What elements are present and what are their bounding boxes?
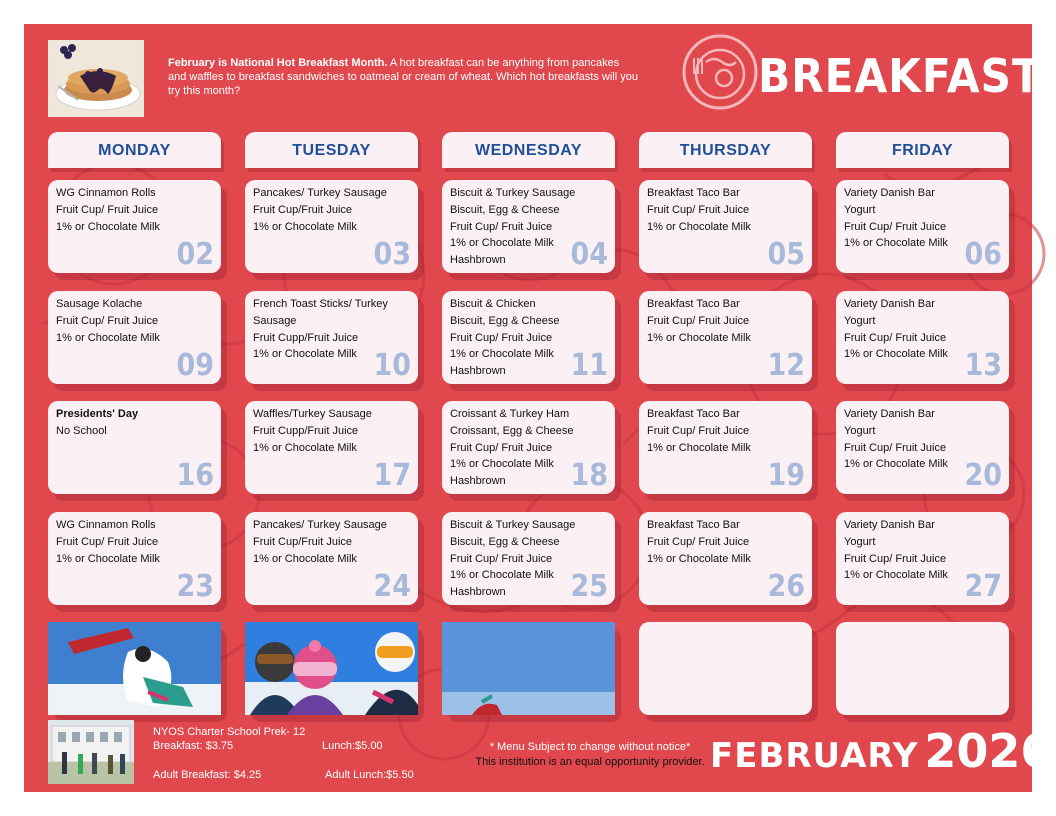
day-number: 26 — [767, 569, 805, 604]
menu-item: 1% or Chocolate Milk — [450, 569, 554, 582]
menu-items — [647, 296, 806, 346]
menu-item: Fruit Cup/ Fruit Juice — [56, 535, 159, 548]
menu-item: Yogurt — [844, 535, 876, 548]
school-name: NYOS Charter School Prek- 12 — [153, 726, 306, 738]
day-number: 16 — [176, 458, 214, 493]
day-cell — [836, 401, 1009, 494]
day-number: 10 — [373, 348, 411, 383]
day-number: 23 — [176, 569, 214, 604]
menu-item: Fruit Cup/ Fruit Juice — [450, 552, 553, 565]
day-cell — [48, 512, 221, 605]
adult-breakfast-price: Adult Breakfast: $4.25 — [153, 769, 262, 781]
day-number: 09 — [176, 348, 214, 383]
menu-item: Fruit Cup/ Fruit Juice — [647, 314, 750, 327]
menu-item: 1% or Chocolate Milk — [844, 569, 948, 582]
menu-item: 1% or Chocolate Milk — [253, 348, 357, 361]
menu-item: Breakfast Taco Bar — [647, 519, 740, 531]
day-number: 05 — [767, 237, 805, 272]
menu-item: Breakfast Taco Bar — [647, 187, 740, 199]
menu-items — [56, 296, 215, 346]
menu-item: Fruit Cup/Fruit Juice — [253, 535, 353, 548]
menu-item: Pancakes/ Turkey Sausage — [253, 519, 387, 531]
day-number: 18 — [570, 458, 608, 493]
menu-item: Hashbrown — [450, 586, 506, 599]
menu-item: Fruit Cup/ Fruit Juice — [844, 331, 947, 344]
day-number: 13 — [964, 348, 1002, 383]
sky-illustration — [442, 622, 615, 715]
menu-item: Hashbrown — [450, 254, 506, 267]
breakfast-price: Breakfast: $3.75 — [153, 740, 234, 752]
year-label: 2026 — [924, 724, 1053, 778]
menu-item: Croissant, Egg & Cheese — [450, 424, 574, 437]
day-number: 19 — [767, 458, 805, 493]
menu-item: 1% or Chocolate Milk — [647, 220, 751, 233]
sky-photo — [442, 622, 615, 715]
menu-item: 1% or Chocolate Milk — [253, 441, 357, 454]
menu-item: Fruit Cup/ Fruit Juice — [647, 424, 750, 437]
menu-item: 1% or Chocolate Milk — [647, 552, 751, 565]
menu-item: Fruit Cupp/Fruit Juice — [253, 424, 359, 437]
menu-item: 1% or Chocolate Milk — [450, 348, 554, 361]
day-number: 25 — [570, 569, 608, 604]
menu-items — [56, 517, 215, 567]
adult-lunch-price: Adult Lunch:$5.50 — [325, 769, 414, 781]
menu-item: Fruit Cup/ Fruit Juice — [450, 220, 553, 233]
day-cell — [639, 401, 812, 494]
day-cell — [48, 401, 221, 494]
menu-items — [647, 517, 806, 567]
month-year-title — [710, 724, 1053, 788]
school-photo — [48, 720, 134, 784]
day-cell — [836, 512, 1009, 605]
header-monday: MONDAY — [48, 132, 221, 168]
menu-item: Fruit Cupp/Fruit Juice — [253, 331, 359, 344]
pancake-photo — [48, 40, 144, 117]
menu-item: Fruit Cup/ Fruit Juice — [647, 535, 750, 548]
menu-item: Biscuit & Turkey Sausage — [450, 519, 576, 531]
menu-item: 1% or Chocolate Milk — [450, 237, 554, 250]
menu-item: Croissant & Turkey Ham — [450, 408, 570, 420]
menu-item: 1% or Chocolate Milk — [450, 458, 554, 471]
header-tuesday: TUESDAY — [245, 132, 418, 168]
day-number: 11 — [570, 348, 608, 383]
menu-item: Breakfast Taco Bar — [647, 298, 740, 310]
menu-item: Biscuit, Egg & Cheese — [450, 535, 560, 548]
equal-opportunity-statement: This institution is an equal opportunity provider. — [475, 756, 705, 768]
menu-items — [253, 517, 412, 567]
day-number: 03 — [373, 237, 411, 272]
menu-item: WG Cinnamon Rolls — [56, 519, 156, 531]
menu-item: Biscuit & Chicken — [450, 298, 536, 310]
menu-item: Yogurt — [844, 314, 876, 327]
header-wednesday: WEDNESDAY — [442, 132, 615, 168]
menu-item: Fruit Cup/ Fruit Juice — [56, 203, 159, 216]
empty-cell — [639, 622, 812, 715]
menu-item: Sausage Kolache — [56, 298, 143, 310]
menu-item: Presidents' Day — [56, 408, 139, 420]
day-number: 20 — [964, 458, 1002, 493]
menu-item: Fruit Cup/ Fruit Juice — [844, 441, 947, 454]
menu-item: Hashbrown — [450, 475, 506, 488]
lunch-price: Lunch:$5.00 — [322, 740, 383, 752]
menu-item: Yogurt — [844, 424, 876, 437]
ski-kids-illustration — [245, 622, 418, 715]
day-number: 04 — [570, 237, 608, 272]
empty-cell — [836, 622, 1009, 715]
menu-item: Fruit Cup/ Fruit Juice — [647, 203, 750, 216]
day-number: 27 — [964, 569, 1002, 604]
menu-item: Breakfast Taco Bar — [647, 408, 740, 420]
menu-item: Fruit Cup/ Fruit Juice — [844, 552, 947, 565]
day-cell — [442, 180, 615, 273]
day-cell — [442, 512, 615, 605]
menu-item: WG Cinnamon Rolls — [56, 187, 156, 199]
menu-item: Variety Danish Bar — [844, 408, 935, 420]
menu-item: 1% or Chocolate Milk — [253, 220, 357, 233]
menu-item: 1% or Chocolate Milk — [647, 331, 751, 344]
header-thursday: THURSDAY — [639, 132, 812, 168]
header-friday: FRIDAY — [836, 132, 1009, 168]
day-cell — [442, 291, 615, 384]
intro-paragraph — [168, 56, 638, 98]
day-cell — [245, 401, 418, 494]
day-cell — [836, 291, 1009, 384]
menu-item: Fruit Cup/ Fruit Juice — [56, 314, 159, 327]
menu-item: 1% or Chocolate Milk — [844, 458, 948, 471]
day-cell — [245, 512, 418, 605]
menu-item: 1% or Chocolate Milk — [844, 237, 948, 250]
menu-item: No School — [56, 424, 107, 437]
day-cell — [639, 180, 812, 273]
menu-item: 1% or Chocolate Milk — [647, 441, 751, 454]
menu-item: 1% or Chocolate Milk — [56, 552, 160, 565]
day-cell — [245, 291, 418, 384]
breakfast-plate-icon — [680, 32, 760, 112]
change-notice: * Menu Subject to change without notice* — [489, 741, 691, 753]
menu-items — [253, 185, 412, 235]
menu-item: Biscuit, Egg & Cheese — [450, 314, 560, 327]
month-label: FEBRUARY — [710, 736, 919, 776]
menu-item: Variety Danish Bar — [844, 187, 935, 199]
menu-items — [647, 406, 806, 456]
menu-item: Fruit Cup/ Fruit Juice — [450, 331, 553, 344]
snowboard-illustration — [48, 622, 221, 715]
snowboard-photo — [48, 622, 221, 715]
day-cell — [836, 180, 1009, 273]
ski-kids-photo — [245, 622, 418, 715]
menu-item: 1% or Chocolate Milk — [253, 552, 357, 565]
menu-item: 1% or Chocolate Milk — [56, 331, 160, 344]
day-cell — [639, 512, 812, 605]
day-cell — [245, 180, 418, 273]
menu-item: Pancakes/ Turkey Sausage — [253, 187, 387, 199]
menu-item: Variety Danish Bar — [844, 519, 935, 531]
menu-item: Biscuit, Egg & Cheese — [450, 203, 560, 216]
menu-page — [24, 24, 1053, 792]
menu-item: 1% or Chocolate Milk — [56, 220, 160, 233]
menu-item: Yogurt — [844, 203, 876, 216]
menu-item: Fruit Cup/ Fruit Juice — [450, 441, 553, 454]
school-illustration — [48, 720, 134, 784]
day-number: 24 — [373, 569, 411, 604]
menu-items — [56, 185, 215, 235]
pancake-illustration — [48, 40, 144, 117]
day-cell — [442, 401, 615, 494]
menu-item: Hashbrown — [450, 365, 506, 378]
menu-item: Sausage — [253, 314, 297, 327]
day-cell — [48, 291, 221, 384]
menu-items — [253, 406, 412, 456]
menu-item: Variety Danish Bar — [844, 298, 935, 310]
day-number: 12 — [767, 348, 805, 383]
menu-item: Fruit Cup/ Fruit Juice — [844, 220, 947, 233]
day-cell — [639, 291, 812, 384]
day-number: 17 — [373, 458, 411, 493]
menu-item: 1% or Chocolate Milk — [844, 348, 948, 361]
day-number: 06 — [964, 237, 1002, 272]
menu-items — [56, 406, 215, 440]
menu-notice — [440, 740, 740, 770]
menu-item: Fruit Cup/Fruit Juice — [253, 203, 353, 216]
menu-item: Waffles/Turkey Sausage — [253, 408, 372, 420]
menu-items — [647, 185, 806, 235]
menu-item: Biscuit & Turkey Sausage — [450, 187, 576, 199]
day-cell — [48, 180, 221, 273]
breakfast-title: BREAKFAST — [758, 49, 1042, 103]
day-number: 02 — [176, 237, 214, 272]
intro-bold: February is National Hot Breakfast Month. — [168, 57, 388, 69]
menu-item: French Toast Sticks/ Turkey — [253, 298, 388, 310]
intro-body: A hot breakfast can be anything from pancakes and waffles to breakfast sandwiches to oatmeal or cream of wheat. Which hot breakfasts will you try this month? — [168, 57, 638, 97]
